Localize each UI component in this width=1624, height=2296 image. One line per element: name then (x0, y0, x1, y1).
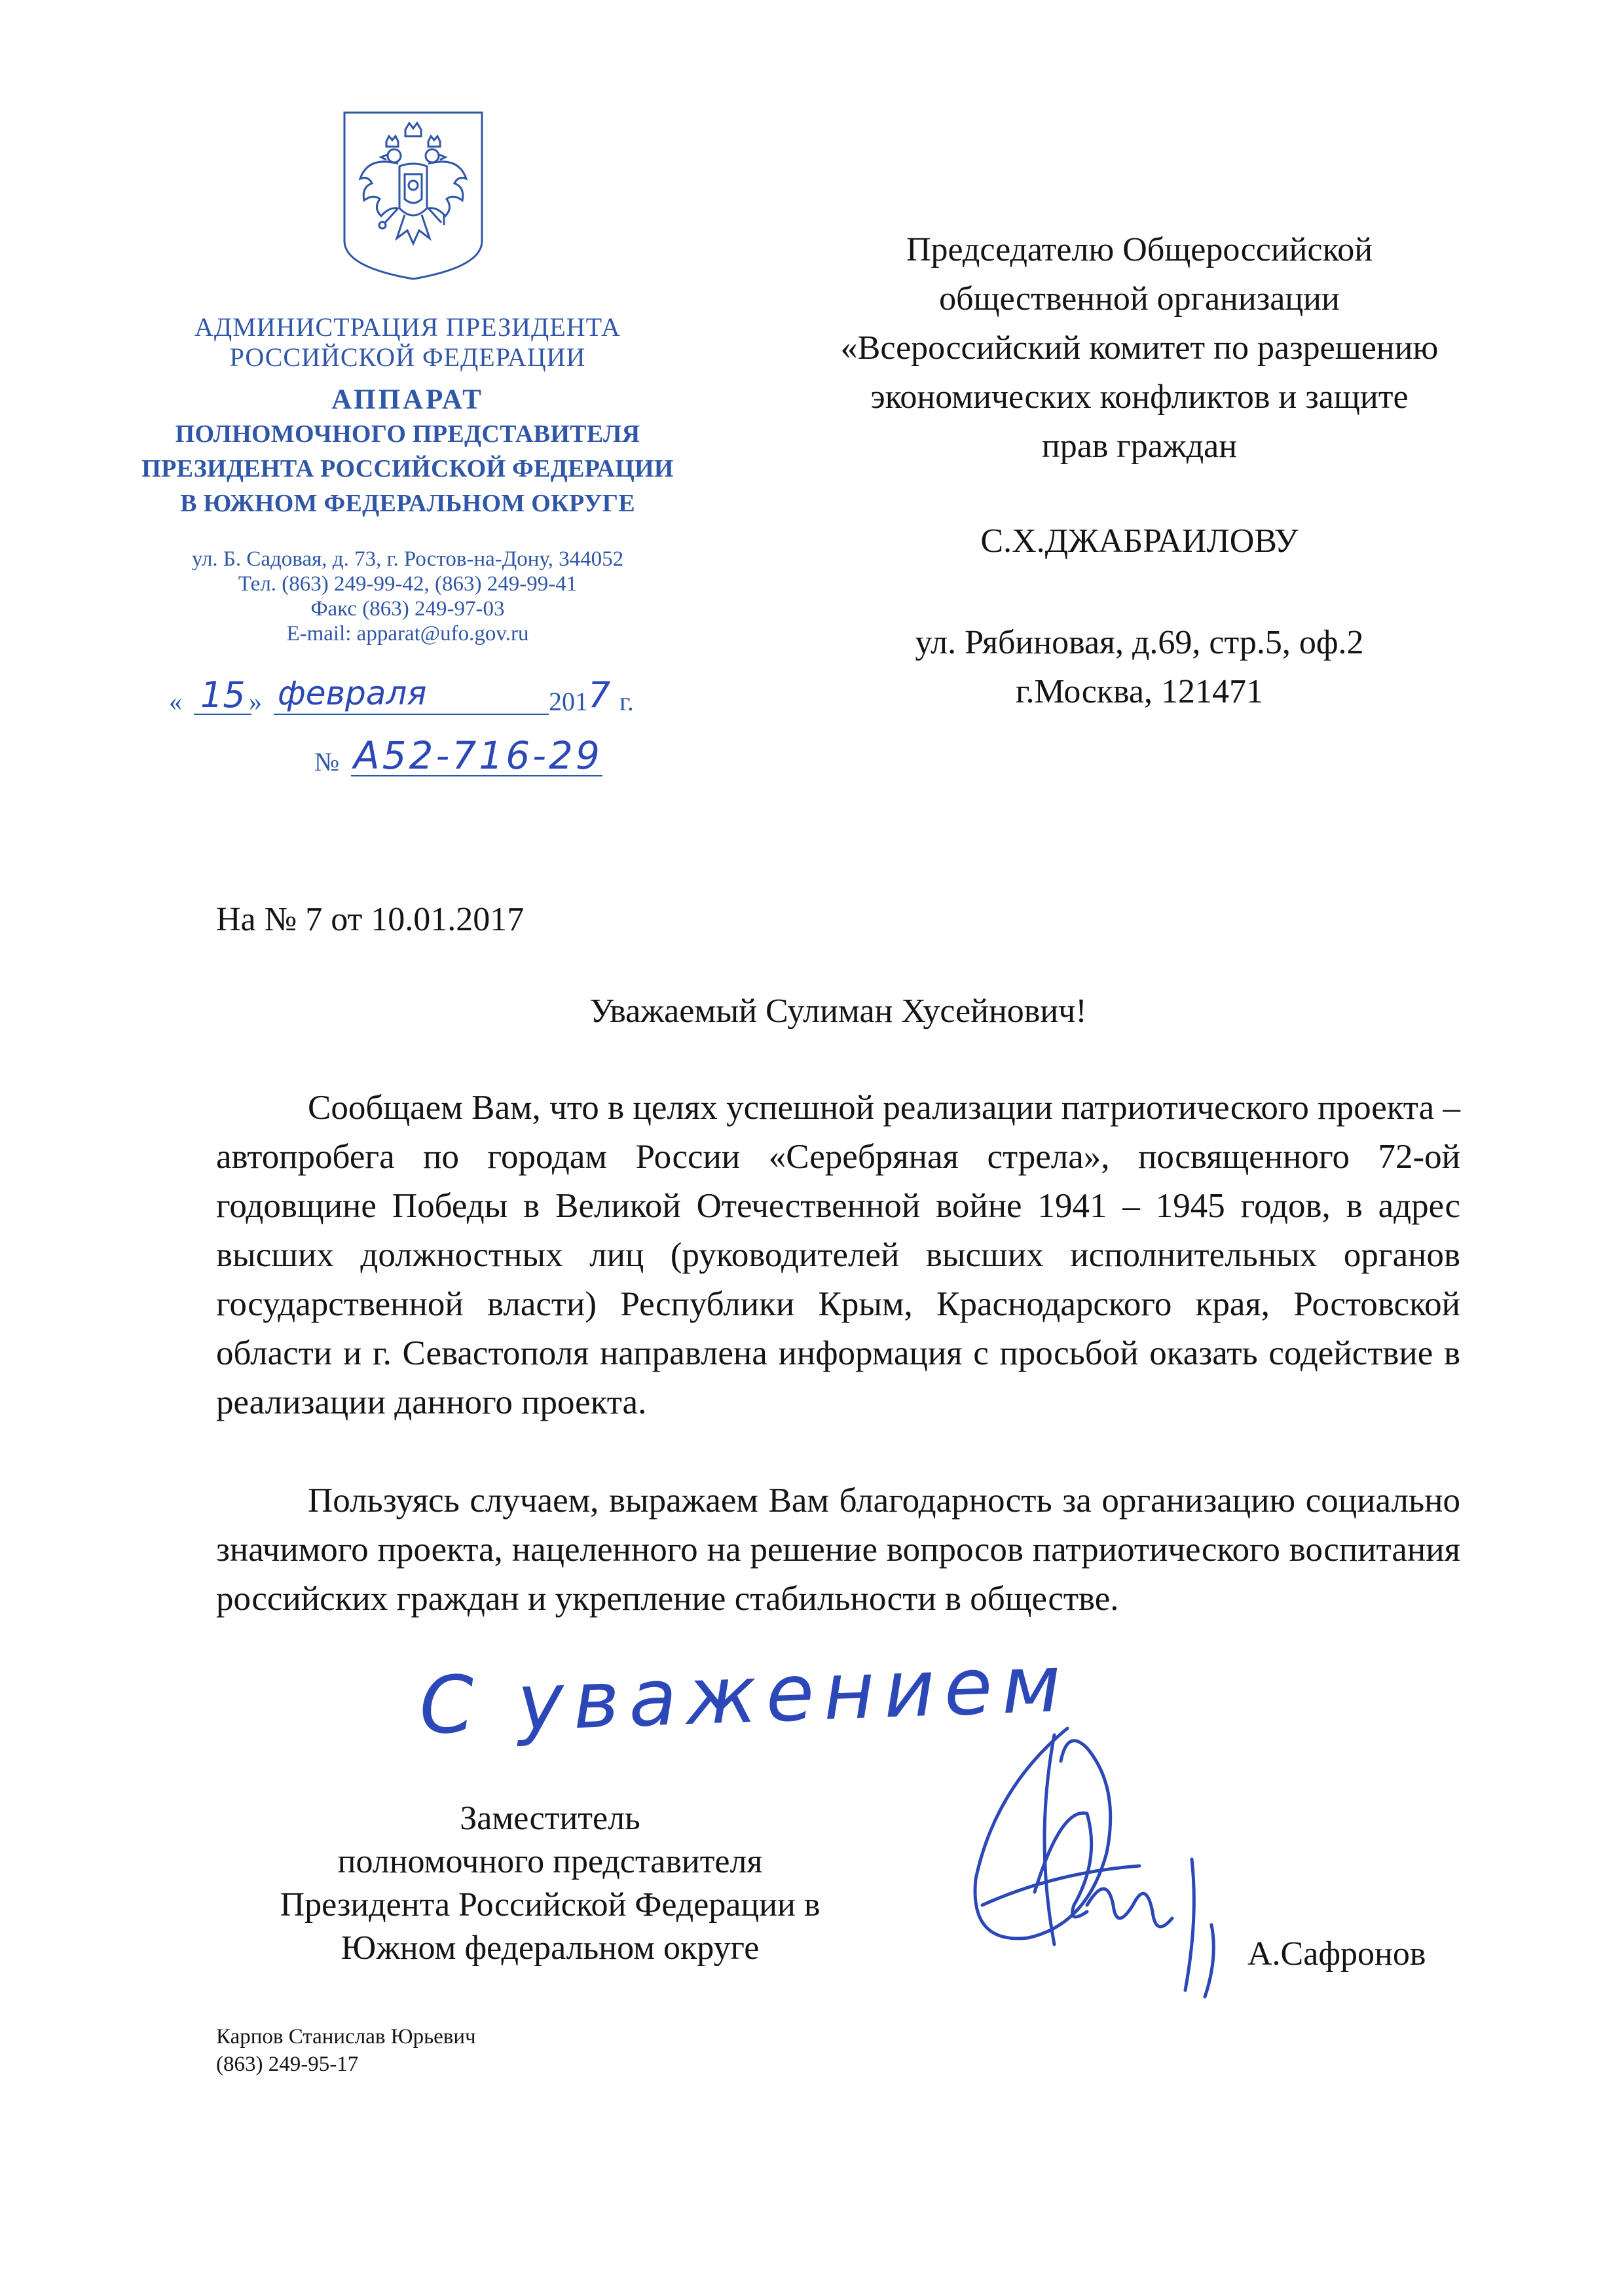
double-headed-eagle-icon (342, 110, 485, 282)
number-prefix: № (314, 747, 340, 776)
handwritten-closing: С уважением (417, 1638, 1072, 1753)
executor-phone: (863) 249-95-17 (216, 2052, 359, 2076)
coat-of-arms-emblem (342, 110, 485, 282)
signatory-name: А.Сафронов (1247, 1935, 1426, 1973)
date-year-prefix: 201 (549, 687, 588, 716)
outgoing-date (169, 674, 667, 720)
signature-scribble-icon (956, 1709, 1231, 2003)
handwritten-signature (956, 1709, 1231, 2003)
body-paragraph-1: Сообщаем Вам, что в целях успешной реализации патриотического проекта – автопробега по городам России «Серебряная стрела», посвященного 72-ой годовщине Победы в Великой Отечественной войне 1941 – 1945 годов, в адрес высших должностных лиц (руководителей высших исполнительных органов государственной власти) Республики Крым, Краснодарского края, Ростовской области и г. Севастополя направлена информация с просьбой оказать содействие в реализации данного проекта. (216, 1089, 1460, 1421)
date-month-underline (274, 714, 549, 715)
letterhead-apparat-title: АППАРАТ (331, 384, 484, 415)
date-month-handwritten: февраля (278, 674, 427, 712)
date-open-quote: « (169, 687, 182, 716)
date-day-underline (194, 714, 251, 715)
signatory-title (216, 1797, 884, 1970)
outgoing-number (314, 733, 629, 779)
reference-line: На № 7 от 10.01.2017 (216, 901, 525, 938)
number-underline (351, 775, 602, 776)
letterhead-apparat-line3: В ЮЖНОМ ФЕДЕРАЛЬНОМ ОКРУГЕ (180, 490, 635, 517)
number-handwritten: А52-716-29 (354, 733, 602, 778)
signatory-title-line3: Президента Российской Федерации в (280, 1886, 821, 1923)
letterhead-address: ул. Б. Садовая, д. 73, г. Ростов-на-Дону, 344052 (191, 547, 624, 571)
addressee-line4: экономических конфликтов и защите (870, 378, 1409, 416)
signatory-title-line4: Южном федеральном округе (341, 1929, 760, 1967)
letterhead-email: E-mail: apparat@ufo.gov.ru (286, 622, 529, 646)
date-day-handwritten: 15 (200, 674, 246, 716)
executor-info (216, 2023, 476, 2078)
addressee-line1: Председателю Общероссийской (906, 231, 1373, 268)
addressee-line5: прав граждан (1041, 428, 1238, 465)
addressee-street: ул. Рябиновая, д.69, стр.5, оф.2 (915, 624, 1364, 661)
letterhead-apparat-line2: ПРЕЗИДЕНТА РОССИЙСКОЙ ФЕДЕРАЦИИ (141, 455, 674, 483)
greeting: Уважаемый Сулиман Хусейнович! (589, 993, 1087, 1030)
addressee-line3: «Всероссийский комитет по разрешению (840, 329, 1439, 367)
letterhead-fax: Факс (863) 249-97-03 (310, 597, 505, 621)
letterhead-apparat (131, 383, 684, 418)
addressee-city: г.Москва, 121471 (1016, 673, 1263, 710)
signatory-title-line2: полномочного представителя (337, 1843, 763, 1880)
letterhead-org-line2: РОССИЙСКОЙ ФЕДЕРАЦИИ (229, 342, 586, 372)
date-close-quote: » (249, 687, 262, 716)
addressee-line2: общественной организации (939, 280, 1340, 318)
signatory-title-line1: Заместитель (460, 1800, 640, 1837)
date-year-suffix: г. (619, 687, 634, 716)
letterhead-org-line1: АДМИНИСТРАЦИЯ ПРЕЗИДЕНТА (194, 312, 621, 342)
executor-name: Карпов Станислав Юрьевич (216, 2025, 476, 2049)
body-paragraph-2: Пользуясь случаем, выражаем Вам благодарность за организацию социально значимого проекта, нацеленного на решение вопросов патриотического воспитания российских граждан и укрепление стабильности в обществе. (216, 1482, 1460, 1618)
date-year-digit-handwritten: 7 (588, 674, 611, 716)
addressee-name: С.Х.ДЖАБРАИЛОВУ (980, 522, 1299, 560)
letterhead-apparat-line1: ПОЛНОМОЧНОГО ПРЕДСТАВИТЕЛЯ (175, 420, 640, 448)
letterhead-phone: Тел. (863) 249-99-42, (863) 249-99-41 (238, 572, 578, 596)
